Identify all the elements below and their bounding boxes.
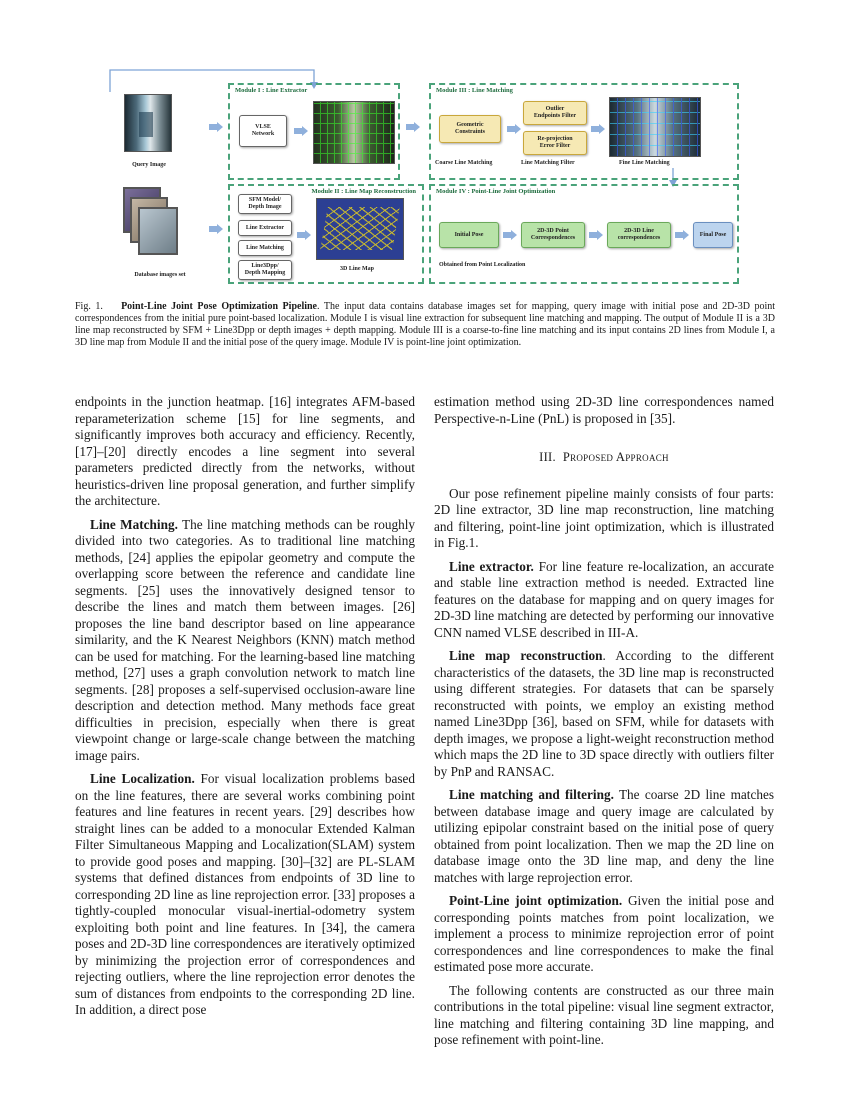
caption-title: Point-Line Joint Pose Optimization Pipeline xyxy=(121,301,317,312)
arrow-icon xyxy=(406,122,420,132)
database-image-front xyxy=(139,208,177,254)
geometric-constraints-box: Geometric Constraints xyxy=(439,115,501,143)
right-paragraph-matching-filtering xyxy=(434,787,774,886)
extracted-lines-image xyxy=(313,101,395,164)
query-image-label: Query Image xyxy=(132,162,166,168)
right-paragraph-contributions: The following contents are constructed as our three main contributions in the total pipeline: visual line segment extractor, line matching and filtering containing 3D line mapping, and pose refinement with point-line. xyxy=(434,982,774,1047)
right-paragraph-line-extractor xyxy=(434,559,774,642)
line-extractor-heading: Line extractor. xyxy=(449,558,534,574)
right-paragraph-joint-optimization xyxy=(434,893,774,976)
arrow-icon xyxy=(675,230,689,240)
section-title: Proposed Approach xyxy=(562,450,669,464)
joint-optimization-text: Given the initial pose and corresponding points matches from point localization, we implement a process to minimize reprojection error of point correspondences and line correspondences to make the final estimated pose more accurate. xyxy=(434,893,774,974)
line-map-heading: Line map reconstruction xyxy=(449,648,603,663)
right-paragraph-line-map xyxy=(434,648,774,780)
arrow-icon xyxy=(503,230,517,240)
line-localization-text: For visual localization problems based on the line features, there are several works combining point features and line features in recent years. [29] describes how straight lines can be added to a monocular Extended Kalman Filter Simultaneous Mapping and Localization(SLAM) system to provide good poses and mapping. [30]–[32] are PL-SLAM systems that defined distances from endpoints of 3D line to corresponding 2D line as line reprojection error. [33] proposes a tightly-coupled monocular visual-inertial-odometry system exploiting both point and line features. In [34], the camera poses and 2D-3D line correspondences are iteratively optimized by minimizing the projection error of correspondences and rejecting outliers, where the line reprojection error denotes the sum of distances from endpoints to the corresponding 2D line. In addition, a direct pose xyxy=(75,771,415,1017)
line-localization-heading: Line Localization. xyxy=(90,771,195,786)
section-heading xyxy=(434,449,774,466)
line-matching-text: The line matching methods can be roughly divided into two categories. As to traditional line matching methods, [24] applies the epipolar geometry and compute the overlapping score between the reference and candidate line segments. [25] uses the innovatively designed tensor to describe the lines and match them between images. [26] proposes the line band descriptor based on line appearance similarity, and the K Nearest Neighbors (KNN) match method can be used for matching. For the learning-based line matching method, [27] uses a graph convolution network to match line segments. [28] proposes a self-supervised occlusion-aware line description and detection method. Many methods face great difficulties in precision, especially when there is great viewpoint change or large-scale change between the matching image pairs. xyxy=(75,516,415,763)
line-matching-heading: Line Matching. xyxy=(90,516,178,532)
arrow-icon xyxy=(294,126,308,136)
module4-title: Module IV : Point-Line Joint Optimization xyxy=(436,188,556,195)
section-number: III. xyxy=(539,450,556,464)
left-column xyxy=(75,394,415,1026)
3d-line-map-label: 3D Line Map xyxy=(340,266,375,272)
line-matching-box: Line Matching xyxy=(238,240,292,256)
query-image xyxy=(124,94,172,152)
figure-caption xyxy=(75,301,775,349)
module4-joint-optimization xyxy=(429,184,739,284)
vlse-network-box: VLSE Network xyxy=(239,115,287,147)
module2-line-map-reconstruction xyxy=(228,184,424,284)
fine-line-matching-label: Fine Line Matching xyxy=(619,160,670,166)
module3-line-matching xyxy=(429,83,739,180)
right-paragraph-overview: Our pose refinement pipeline mainly consists of four parts: 2D line extractor, 3D line map reconstruction, line matching and filtering, point-line joint optimization, which is illustrated in Fig.1. xyxy=(434,485,774,550)
line-matching-filter-label: Line Matching Filter xyxy=(521,160,575,166)
line3dpp-box: Line3Dpp/ Depth Mapping xyxy=(238,260,292,280)
fine-matching-image xyxy=(609,97,701,157)
caption-text: . The input data contains database images set for mapping, query image with initial pose and 2D-3D point correspondences from the initial pure point-based localization. Module I is visual line extraction for subsequent line matching and mapping. The output of Module II is a 3D line map reconstructed by SFM + Line3Dpp or depth images + depth mapping. Module III is a coarse-to-fine line matching and its input contains 2D lines from Module I, a 3D line map from Module II and the initial pose of the query image. Module IV is point-line joint optimization. xyxy=(75,301,776,348)
caption-figure-label: Fig. 1. xyxy=(75,301,103,312)
arrow-icon xyxy=(297,230,311,240)
line-extractor-text: For line feature re-localization, an accurate and stable line extraction method is needed. Extracted line features on the database for mapping and on query images for 2D-3D line matching are detected by performing our innovative CNN named VLSE described in III-A. xyxy=(434,558,774,640)
final-pose-box: Final Pose xyxy=(693,222,733,248)
initial-pose-box: Initial Pose xyxy=(439,222,499,248)
point-correspondences-box: 2D-3D Point Correspondences xyxy=(521,222,585,248)
arrow-icon xyxy=(209,224,223,234)
arrow-icon xyxy=(507,124,521,134)
sfm-model-box: SFM Model/ Depth Image xyxy=(238,194,292,214)
line-extractor-box: Line Extractor xyxy=(238,220,292,236)
left-paragraph-1: endpoints in the junction heatmap. [16] integrates AFM-based reparameterization scheme [15] for line segments, and significantly improves both accuracy and efficiency. Recently, [17]–[20] directly encodes a line segment into several parameters predicted directly from the networks, without heuristics-driven line proposal generation, and further simplify the architecture. xyxy=(75,394,415,508)
module1-line-extractor xyxy=(228,83,400,180)
matching-filtering-text: The coarse 2D line matches between database image and query image are calculated by utilizing epipolar constraint based on the initial pose of query obtained from point localization. Then we map the 2D line on database image onto the 3D line map, and deny the line matches with large reprojection error. xyxy=(434,787,774,885)
left-paragraph-line-matching xyxy=(75,517,415,765)
left-paragraph-line-localization xyxy=(75,771,415,1019)
matching-filtering-heading: Line matching and filtering. xyxy=(449,787,614,802)
module2-title: Module II : Line Map Reconstruction xyxy=(311,188,416,195)
3d-line-map-image xyxy=(316,198,404,260)
arrow-icon xyxy=(591,124,605,134)
coarse-line-matching-label: Coarse Line Matching xyxy=(435,160,493,166)
right-paragraph-1: estimation method using 2D-3D line correspondences named Perspective-n-Line (PnL) is proposed in [35]. xyxy=(434,394,774,426)
joint-optimization-heading: Point-Line joint optimization. xyxy=(449,893,623,908)
outlier-endpoints-filter-box: Outlier Endpoints Filter xyxy=(523,101,587,125)
pipeline-figure xyxy=(75,64,775,290)
reprojection-error-filter-box: Re-projection Error Filter xyxy=(523,131,587,155)
arrow-icon xyxy=(209,122,223,132)
line-map-text: . According to the different characteristics of the datasets, the 3D line map is reconstructed using different strategies. For datasets that can be sparsely reconstructed with points, we employ an existing method named Line3Dpp [36], based on SFM, while for datasets with depth images, we propose a light-weight reconstruction method which maps the 2D line to 3D space directly with outliers filter by PnP and RANSAC. xyxy=(434,648,774,779)
arrow-icon xyxy=(589,230,603,240)
right-column xyxy=(434,394,774,1056)
database-images-label: Database images set xyxy=(134,272,186,278)
line-correspondences-box: 2D-3D Line correspondences xyxy=(607,222,671,248)
module1-title: Module I : Line Extractor xyxy=(235,87,308,94)
module3-title: Module III : Line Matching xyxy=(436,87,513,94)
point-localization-label: Obtained from Point Localization xyxy=(439,262,526,268)
